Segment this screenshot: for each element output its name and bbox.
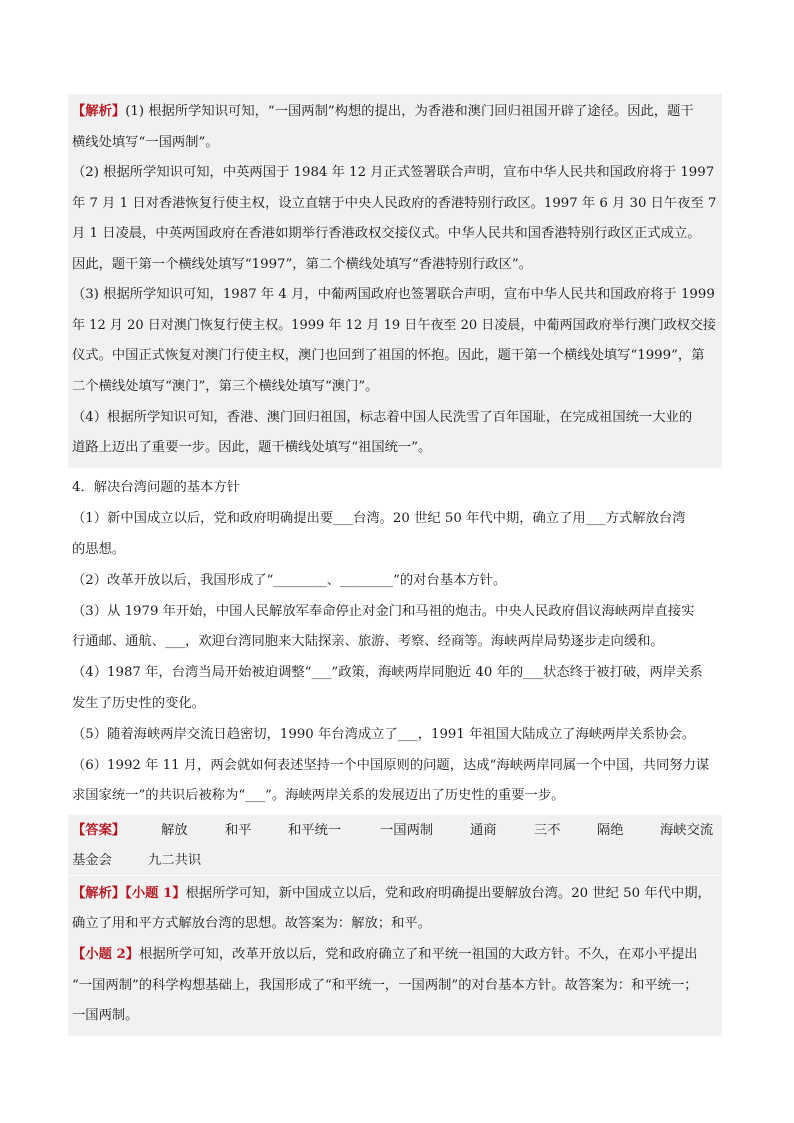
analysis-line-6: 因此，题干第一个横线处填写“1997”，第二个横线处填写“香港特别行政区”。 (72, 257, 532, 272)
analysis-bottom-line-2: 确立了用和平方式解放台湾的思想。故答案为：解放；和平。 (72, 916, 432, 931)
analysis-bottom-line-4: “一国两制”的科学构想基础上，我国形成了“和平统一，一国两制”的对台基本方针。故答案为：和平统一； (72, 978, 698, 993)
question-line-2: 的思想。 (72, 542, 126, 557)
question-line-8: （5）随着海峡两岸交流日趋密切，1990 年台湾成立了___，1991 年祖国大陆成立了海峡两岸关系协会。 (72, 727, 696, 742)
analysis-bottom-line-3: 【小题 2】根据所学可知，改革开放以后，党和政府确立了和平统一祖国的大政方针。不久，在邓小平提出 (72, 947, 698, 962)
question-line-10: 求国家统一”的共识后被称为“___”。海峡两岸关系的发展迈出了历史性的重要一步。 (72, 788, 565, 803)
answer-word: 解放 (161, 823, 188, 838)
analysis-label: 【解析】 (72, 104, 126, 119)
question-line-4: （3）从 1979 年开始，中国人民解放军奉命停止对金门和马祖的炮击。中央人民政府倡议海峡两岸直接实 (72, 604, 695, 619)
answer-word: 海峡交流 (660, 823, 714, 838)
question-line-7: 发生了历史性的变化。 (72, 696, 205, 711)
analysis-line-11: （4）根据所学知识可知，香港、澳门回归祖国，标志着中国人民洗雪了百年国耻，在完成祖国统一大业的 (72, 410, 693, 425)
answer-word: 和平 (225, 823, 252, 838)
answer-word: 九二共识 (148, 853, 202, 868)
analysis-bottom-label-1: 【解析】【小题 1】 (72, 886, 186, 901)
analysis-line-8: 年 12 月 20 日对澳门恢复行使主权。1999 年 12 月 19 日午夜至 20 日凌晨，中葡两国政府举行澳门政权交接 (72, 318, 716, 333)
analysis-bottom-label-2: 【小题 2】 (72, 947, 140, 962)
analysis-line-10: 二个横线处填写“澳门”，第三个横线处填写“澳门”。 (72, 379, 379, 394)
answer-line-1 (72, 821, 125, 841)
analysis-line-7: （3) 根据所学知识可知，1987 年 4 月，中葡两国政府也签署联合声明，宣布中华人民共和国政府将于 1999 (72, 287, 715, 302)
analysis-line-5: 月 1 日凌晨，中英两国政府在香港如期举行香港政权交接仪式。中华人民共和国香港特别行政区正式成立。 (72, 226, 701, 241)
answer-word: 一国两制 (380, 823, 434, 838)
analysis-bottom-line-5: 一国两制。 (72, 1008, 139, 1023)
answer-word: 三不 (534, 823, 561, 838)
analysis-block-bottom (68, 876, 722, 1036)
answer-word: 和平统一 (288, 823, 342, 838)
analysis-block-top (68, 94, 722, 468)
question-line-5: 行通邮、通航、___，欢迎台湾同胞来大陆探亲、旅游、考察、经商等。海峡两岸局势逐步走向缓和。 (72, 634, 664, 649)
analysis-line-2: 横线处填写“一国两制”。 (72, 135, 219, 150)
question-block (68, 470, 722, 810)
analysis-line-3: （2) 根据所学知识可知，中英两国于 1984 年 12 月正式签署联合声明，宣布中华人民共和国政府将于 1997 (72, 165, 715, 180)
analysis-bottom-line-1: 【解析】【小题 1】根据所学可知，新中国成立以后，党和政府明确提出要解放台湾。20 世纪 50 年代中期， (72, 886, 711, 901)
answer-block (68, 815, 722, 875)
analysis-line-4: 年 7 月 1 日对香港恢复行使主权，设立直辖于中央人民政府的香港特别行政区。1997 年 6 月 30 日午夜至 7 (72, 196, 717, 211)
analysis-line-12: 道路上迈出了重要一步。因此，题干横线处填写“祖国统一”。 (72, 440, 432, 455)
answer-label: 【答案】 (72, 823, 126, 838)
question-title: 4．解决台湾问题的基本方针 (72, 480, 241, 495)
question-line-3: （2）改革开放以后，我国形成了“________、________”的对台基本方针。 (72, 573, 507, 588)
answer-word: 基金会 (72, 853, 112, 868)
question-line-1: （1）新中国成立以后，党和政府明确提出要___台湾。20 世纪 50 年代中期，确立了用___方式解放台湾 (72, 511, 686, 526)
answer-word: 通商 (470, 823, 497, 838)
analysis-line-9: 仪式。中国正式恢复对澳门行使主权，澳门也回到了祖国的怀抱。因此，题干第一个横线处填写“1999”，第 (72, 348, 705, 363)
question-line-9: （6）1992 年 11 月，两会就如何表述坚持一个中国原则的问题，达成“海峡两岸同属一个中国，共同努力谋 (72, 758, 710, 773)
answer-word: 隔绝 (597, 823, 624, 838)
analysis-line-1: 【解析】(1) 根据所学知识可知，“一国两制”构想的提出，为香港和澳门回归祖国开辟了途径。因此，题干 (72, 104, 694, 119)
question-line-6: （4）1987 年，台湾当局开始被迫调整“___”政策，海峡两岸同胞近 40 年的___状态终于被打破，两岸关系 (72, 665, 703, 680)
